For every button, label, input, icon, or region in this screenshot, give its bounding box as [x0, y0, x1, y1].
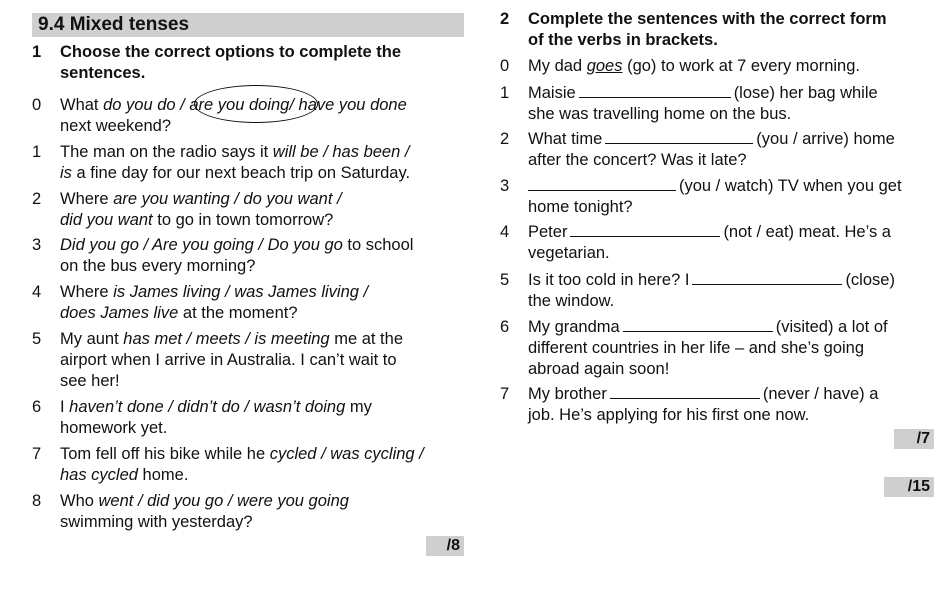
item-text: What time	[528, 130, 603, 148]
item-text: My brother	[528, 385, 607, 403]
item-line-2: next weekend?	[60, 117, 171, 135]
exercise-1-title-line1: Choose the correct options to complete the	[60, 43, 402, 61]
item-text: Peter	[528, 223, 568, 241]
option-text: will be / has been /	[272, 143, 410, 161]
total-score: /15	[884, 477, 934, 497]
exercise-2-score: /7	[894, 429, 934, 449]
item-line-3: see her!	[60, 372, 120, 390]
option-text: / have you done	[289, 96, 407, 114]
option-text: went / did you go / were you going	[98, 492, 349, 510]
item-line-1	[528, 56, 860, 77]
item-text: (not / eat) meat. He’s a	[723, 223, 891, 241]
item-line-1	[60, 142, 409, 163]
answer-blank[interactable]	[528, 176, 676, 191]
answer-blank[interactable]	[692, 270, 842, 285]
item-text: to go in town tomorrow?	[152, 211, 334, 229]
item-number: 4	[32, 283, 42, 301]
item-text: (visited) a lot of	[775, 318, 888, 336]
item-line-1	[60, 189, 342, 210]
option-text: cycled / was cycling /	[269, 445, 424, 463]
item-text: Tom fell off his bike while he	[60, 445, 270, 463]
item-line-2: airport when I arrive in Australia. I can’t wait to	[60, 351, 397, 369]
item-line-2: different countries in her life – and she’s going	[528, 339, 865, 357]
example-answer: goes	[586, 57, 623, 75]
item-line-1	[60, 444, 424, 465]
item-text: to school	[342, 236, 414, 254]
option-text: has cycled	[60, 466, 138, 484]
item-text: (you / arrive) home	[756, 130, 895, 148]
item-text: a fine day for our next beach trip on Saturday.	[71, 164, 411, 182]
item-line-1	[528, 317, 888, 338]
item-text: (go) to work at 7 every morning.	[622, 57, 860, 75]
item-text: my	[345, 398, 372, 416]
item-line-1	[528, 222, 891, 243]
item-line-2: on the bus every morning?	[60, 257, 256, 275]
option-text: does James live	[60, 304, 179, 322]
item-number: 8	[32, 492, 42, 510]
item-number: 5	[500, 271, 510, 289]
item-line-2: home tonight?	[528, 198, 633, 216]
item-line-2: after the concert? Was it late?	[528, 151, 747, 169]
item-line-1	[528, 384, 878, 405]
option-text: haven’t done / didn’t do / wasn’t doing	[69, 398, 346, 416]
item-text: home.	[137, 466, 189, 484]
item-text: Maisie	[528, 84, 576, 102]
item-line-2	[60, 163, 410, 184]
item-line-1	[60, 235, 413, 256]
item-text: My dad	[528, 57, 587, 75]
item-line-1	[528, 83, 878, 104]
item-text: at the moment?	[178, 304, 298, 322]
exercise-2-title-line1: Complete the sentences with the correct form	[528, 10, 887, 28]
item-text: (lose) her bag while	[733, 84, 878, 102]
item-text: Who	[60, 492, 99, 510]
item-number: 3	[32, 236, 42, 254]
option-text: are you wanting / do you want /	[113, 190, 342, 208]
item-number: 0	[32, 96, 42, 114]
exercise-1-title-line2: sentences.	[60, 64, 146, 82]
item-number: 0	[500, 57, 510, 75]
answer-blank[interactable]	[610, 384, 760, 399]
option-text: do you do /	[103, 96, 190, 114]
item-text: Is it too cold in here? I	[528, 271, 690, 289]
item-number: 3	[500, 177, 510, 195]
answer-blank[interactable]	[570, 222, 720, 237]
item-line-2: the window.	[528, 292, 615, 310]
item-line-1	[60, 282, 368, 303]
item-line-2: swimming with yesterday?	[60, 513, 253, 531]
item-number: 2	[500, 130, 510, 148]
item-line-1	[60, 95, 407, 116]
item-text: My aunt	[60, 330, 124, 348]
option-text: did you want	[60, 211, 153, 229]
item-text: I	[60, 398, 70, 416]
item-line-1	[60, 397, 372, 418]
option-text: is James living / was James living /	[113, 283, 369, 301]
option-text: Did you go / Are you going / Do you go	[60, 236, 343, 254]
item-line-2: job. He’s applying for his first one now.	[528, 406, 810, 424]
item-number: 6	[500, 318, 510, 336]
item-line-2: she was travelling home on the bus.	[528, 105, 792, 123]
item-text: My grandma	[528, 318, 620, 336]
item-line-2: vegetarian.	[528, 244, 610, 262]
exercise-2-number: 2	[500, 10, 510, 28]
item-number: 6	[32, 398, 42, 416]
answer-blank[interactable]	[605, 129, 753, 144]
item-line-2	[60, 303, 298, 324]
section-header	[32, 13, 464, 37]
item-line-2: homework yet.	[60, 419, 168, 437]
item-text: me at the	[329, 330, 403, 348]
circled-answer: are you doing	[189, 96, 290, 114]
item-line-2	[60, 210, 333, 231]
item-number: 1	[500, 84, 510, 102]
item-text: (you / watch) TV when you get	[679, 177, 902, 195]
item-number: 7	[500, 385, 510, 403]
item-line-2	[60, 465, 188, 486]
item-number: 1	[32, 143, 42, 161]
item-number: 2	[32, 190, 42, 208]
item-number: 4	[500, 223, 510, 241]
answer-blank[interactable]	[579, 83, 731, 98]
item-text: (close)	[845, 271, 895, 289]
item-line-3: abroad again soon!	[528, 360, 670, 378]
item-text: Where	[60, 190, 114, 208]
item-number: 7	[32, 445, 42, 463]
item-line-1	[60, 491, 349, 512]
exercise-2-title-line2: of the verbs in brackets.	[528, 31, 718, 49]
section-title: 9.4 Mixed tenses	[38, 14, 190, 35]
answer-blank[interactable]	[623, 317, 773, 332]
item-line-1	[60, 329, 403, 350]
item-line-1	[528, 176, 902, 197]
item-text: Where	[60, 283, 114, 301]
item-text: (never / have) a	[762, 385, 879, 403]
item-line-1	[528, 129, 895, 150]
item-text: The man on the radio says it	[60, 143, 273, 161]
item-number: 5	[32, 330, 42, 348]
option-text: has met / meets / is meeting	[123, 330, 330, 348]
item-text: What	[60, 96, 104, 114]
exercise-1-score: /8	[426, 536, 464, 556]
exercise-1-number: 1	[32, 43, 42, 61]
item-line-1	[528, 270, 895, 291]
option-text: is	[60, 164, 72, 182]
